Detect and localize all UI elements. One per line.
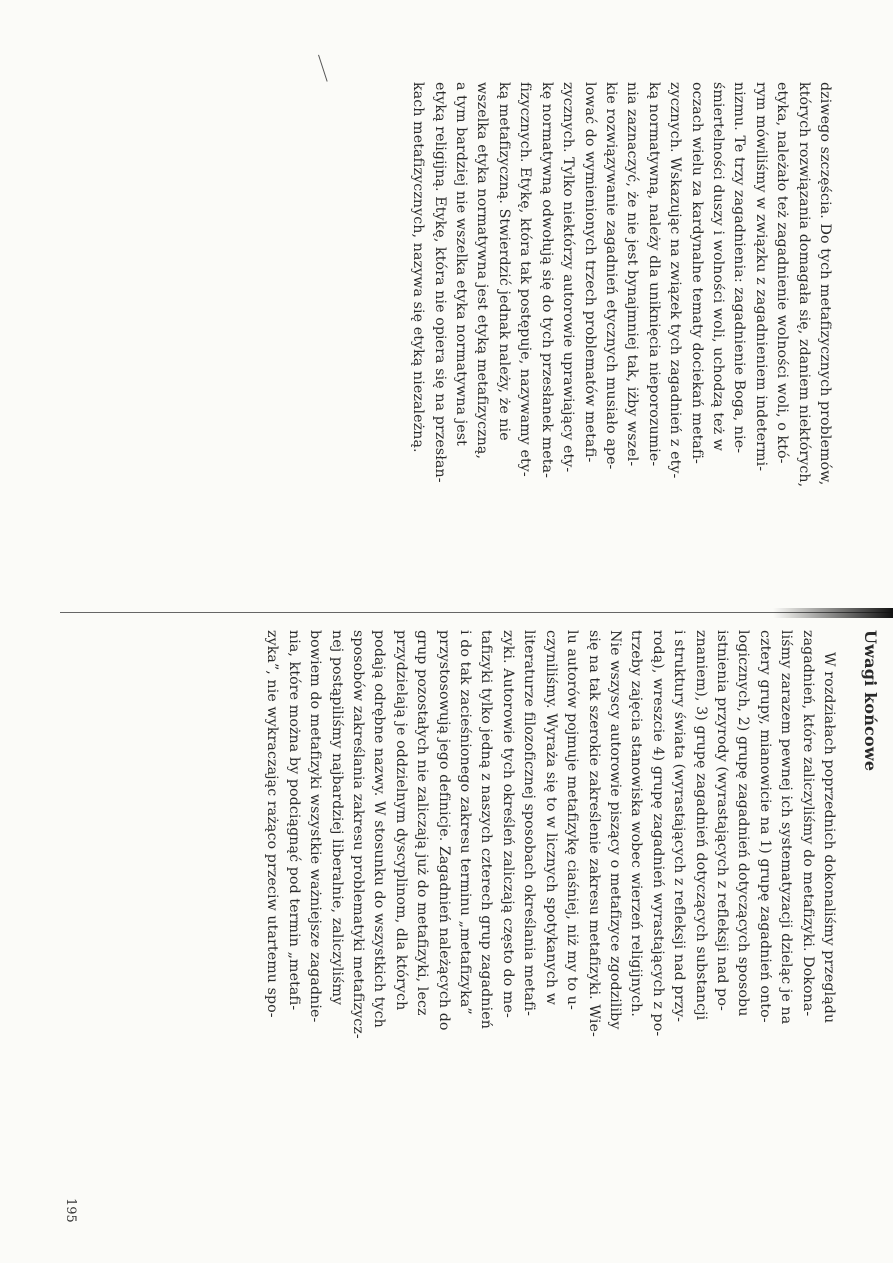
top-text-line: etyką religijną. Etykę, która nie opiera się na przesłan- bbox=[431, 82, 448, 483]
bottom-text-line: lu autorów pojmuje metafizykę ciaśniej, niż my to u- bbox=[564, 630, 581, 1010]
top-text-line: śmiertelności duszy i wolności woli, uchodzą też w bbox=[709, 82, 726, 452]
top-text-line: etyka, należało też zagadnienie wolności woli, o któ- bbox=[774, 82, 791, 464]
bottom-text-line: się na tak szerokie zakreślenie zakresu metafizyki. Wie- bbox=[585, 630, 602, 1037]
bottom-text-line: rodą), wreszcie 4) grupę zagadnień wyrastających z po- bbox=[649, 630, 666, 1037]
top-text-line: zycznych. Wskazując na związek tych zagadnień z ety- bbox=[667, 82, 684, 479]
bottom-text-line: zyki. Autorowie tych określeń zaliczają często do me- bbox=[499, 630, 516, 1018]
bottom-text-line: tafizyki tylko jedną z naszych czterech grup zagadnień bbox=[478, 630, 495, 1029]
top-text-line: wszelka etyka normatywna jest etyką metafizyczną, bbox=[474, 82, 491, 460]
top-page-text-block bbox=[410, 82, 835, 567]
top-text-line: a tym bardziej nie wszelka etyka normatywna jest bbox=[453, 82, 470, 446]
bottom-page-text-block bbox=[264, 630, 880, 1240]
bottom-text-line: trzeby zajęcia stanowiska wobec wierzeń religijnych. bbox=[628, 630, 645, 1018]
top-text-line: ką metafizyczną. Stwierdzić jednak należy, że nie bbox=[495, 82, 512, 441]
bottom-text-line: Nie wszyscy autorowie piszący o metafizyce zgodziliby bbox=[606, 630, 623, 1030]
bottom-text-line: zagadnień, które zaliczyliśmy do metafizyki. Dokona- bbox=[799, 630, 816, 1017]
top-text-line: nia zaznaczyć, że nie jest bynajmniej tak, iżby wszel- bbox=[624, 82, 641, 467]
bottom-text-line: sposobów zakreślania zakresu problematyki metafizycz- bbox=[350, 630, 367, 1039]
bottom-page-paragraph bbox=[261, 630, 839, 1240]
section-heading: Uwagi końcowe bbox=[861, 630, 880, 772]
bottom-text-line: i struktury świata (wyrastających z refleksji nad przy- bbox=[671, 630, 688, 1023]
top-text-line: lować do wymienionych trzech problematów metafi- bbox=[581, 82, 598, 463]
bottom-text-line: grup pozostałych nie zaliczają już do metafizyki, lecz bbox=[414, 630, 431, 1016]
binding-shadow bbox=[773, 608, 893, 618]
top-text-line: kie rozwiązywanie zagadnień etycznych musiało ape- bbox=[602, 82, 619, 470]
bottom-text-line: przydzielają je oddzielnym dyscyplinom, dla których bbox=[392, 630, 409, 1011]
bottom-text-line: liśmy zarazem pewnej ich systematyzacji dzieląc je na bbox=[778, 630, 795, 1025]
bottom-text-line: czyniliśmy. Wyraża się to w licznych spotykanych w bbox=[542, 630, 559, 1005]
top-text-line: oczach wielu za kardynalne tematy dociekań metafi- bbox=[688, 82, 705, 464]
bottom-text-line: logicznych, 2) grupę zagadnień dotyczących sposobu bbox=[735, 630, 752, 1017]
bottom-text-line: nia, które można by podciągnąć pod termin „metafi- bbox=[285, 630, 302, 1011]
bottom-text-line: znaniem), 3) grupę zagadnień dotyczących substancji bbox=[692, 630, 709, 1021]
top-text-line: fizycznych. Etykę, która tak postępuje, nazywamy ety- bbox=[517, 82, 534, 477]
bottom-text-line: podają odrębne nazwy. W stosunku do wszystkich tych bbox=[371, 630, 388, 1028]
top-text-line: rym mówiliśmy w związku z zagadnieniem indetermi- bbox=[752, 82, 769, 472]
top-text-line: których rozwiązania domagała się, zdaniem niektórych, bbox=[795, 82, 812, 488]
bottom-text-line: nej postąpiliśmy najbardziej liberalnie, zaliczyliśmy bbox=[328, 630, 345, 1006]
bottom-text-line: cztery grupy, mianowicie na 1) grupę zagadnień onto- bbox=[756, 630, 773, 1023]
bottom-text-line: W rozdziałach poprzednich dokonaliśmy przeglądu bbox=[821, 652, 837, 1024]
top-page-paragraph bbox=[407, 82, 835, 567]
top-text-line: nizmu. Te trzy zagadnienia: zagadnienie Boga, nie- bbox=[731, 82, 748, 454]
bottom-text-line: literaturze filozoficznej sposobach określania metafi- bbox=[521, 630, 538, 1017]
top-text-line: dziwego szczęścia. Do tych metafizycznych problemów, bbox=[817, 82, 833, 486]
top-text-line: kach metafizycznych, nazywa się etyką niezależną. bbox=[410, 82, 427, 453]
page-number: 195 bbox=[63, 1198, 78, 1223]
bottom-text-line: bowiem do metafizyki wszystkie ważniejsze zagadnie- bbox=[307, 630, 324, 1023]
top-text-line: zycznych. Tylko niektórzy autorowie uprawiający ety- bbox=[560, 82, 577, 473]
page-fold bbox=[0, 606, 893, 620]
top-text-line: ką normatywną, należy dla uniknięcia nieporozumie- bbox=[645, 82, 662, 467]
page-edge-line bbox=[60, 612, 893, 613]
bottom-text-line: i do tak zacieśnionego zakresu terminu „metafizyka” bbox=[457, 630, 474, 1015]
bottom-text-line: zyka”, nie wykraczając rażąco przeciw utartemu spo- bbox=[264, 630, 281, 1018]
bottom-text-line: przystosowują jego definicje. Zagadnień należących do bbox=[435, 630, 452, 1031]
top-text-line: kę normatywną odwołują się do tych przesłanek meta- bbox=[538, 82, 555, 479]
pen-mark bbox=[318, 50, 341, 81]
bottom-text-line: istnienia przyrody (wyrastających z refleksji nad po- bbox=[713, 630, 730, 1011]
